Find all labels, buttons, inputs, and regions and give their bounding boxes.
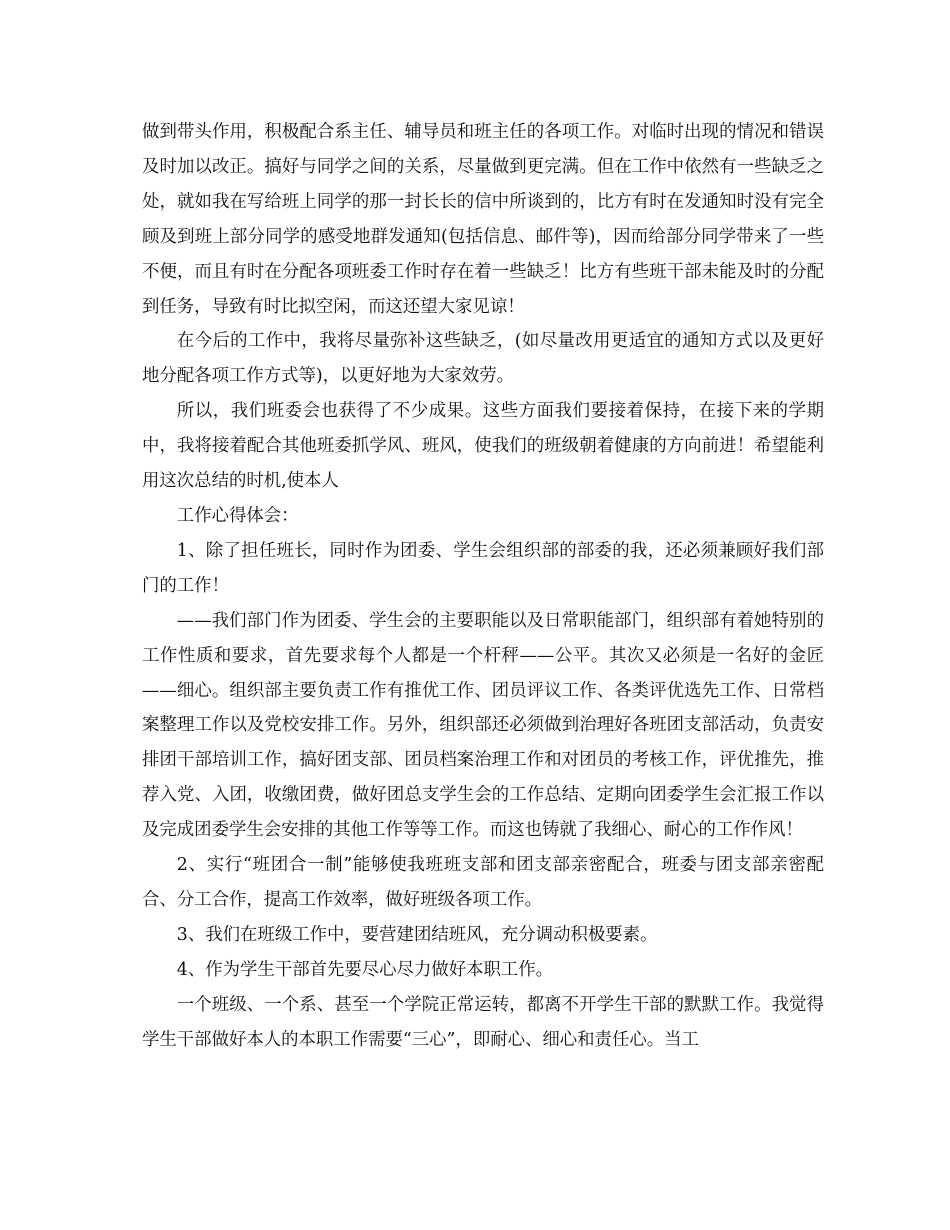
paragraph-3: 所以，我们班委会也获得了不少成果。这些方面我们要接着保持，在接下来的学期中，我将接着配合其他班委抓学风、班风，使我们的班级朝着健康的方向前进！希望能利用这次总结的时机,使本人 [142, 401, 824, 492]
document-body [142, 115, 824, 1057]
paragraph-6: ——我们部门作为团委、学生会的主要职能以及日常职能部门，组织部有着她特别的工作性质和要求，首先要求每个人都是一个杆秤——公平。其次又必须是一名好的金匠——细心。组织部主要负责工作有推优工作、团员评议工作、各类评优选先工作、日常档案整理工作以及党校安排工作。另外，组织部还必须做到治理好各班团支部活动，负责安排团干部培训工作，搞好团支部、团员档案治理工作和对团员的考核工作，评优推先，推荐入党、入团，收缴团费，做好团总支学生会的工作总结、定期向团委学生会汇报工作以及完成团委学生会安排的其他工作等等工作。而这也铸就了我细心、耐心的工作作风！ [142, 610, 824, 841]
paragraph-5: 1、除了担任班长，同时作为团委、学生会组织部的部委的我，还必须兼顾好我们部门的工作！ [142, 540, 824, 596]
paragraph-10: 一个班级、一个系、甚至一个学院正常运转，都离不开学生干部的默默工作。我觉得学生干部做好本人的本职工作需要“三心”，即耐心、细心和责任心。当工 [142, 994, 824, 1050]
paragraph-4-heading: 工作心得体会： [176, 505, 299, 526]
paragraph-9: 4、作为学生干部首先要尽心尽力做好本职工作。 [176, 959, 554, 980]
paragraph-7: 2、实行“班团合一制”能够使我班班支部和团支部亲密配合，班委与团支部亲密配合、分工合作，提高工作效率，做好班级各项工作。 [142, 855, 824, 910]
paragraph-2: 在今后的工作中，我将尽量弥补这些缺乏，(如尽量改用更适宜的通知方式以及更好地分配各项工作方式等)，以更好地为大家效劳。 [142, 331, 824, 387]
paragraph-1: 做到带头作用，积极配合系主任、辅导员和班主任的各项工作。对临时出现的情况和错误及时加以改正。搞好与同学之间的关系，尽量做到更完满。但在工作中依然有一些缺乏之处，就如我在写给班上同学的那一封长长的信中所谈到的，比方有时在发通知时没有完全顾及到班上部分同学的感受地群发通知(包括信息、邮件等)，因而给部分同学带来了一些不便，而且有时在分配各项班委工作时存在着一些缺乏！比方有些班干部未能及时的分配到任务，导致有时比拟空闲，而这还望大家见谅！ [142, 122, 824, 317]
paragraph-8: 3、我们在班级工作中，要营建团结班风，充分调动积极要素。 [176, 924, 658, 945]
